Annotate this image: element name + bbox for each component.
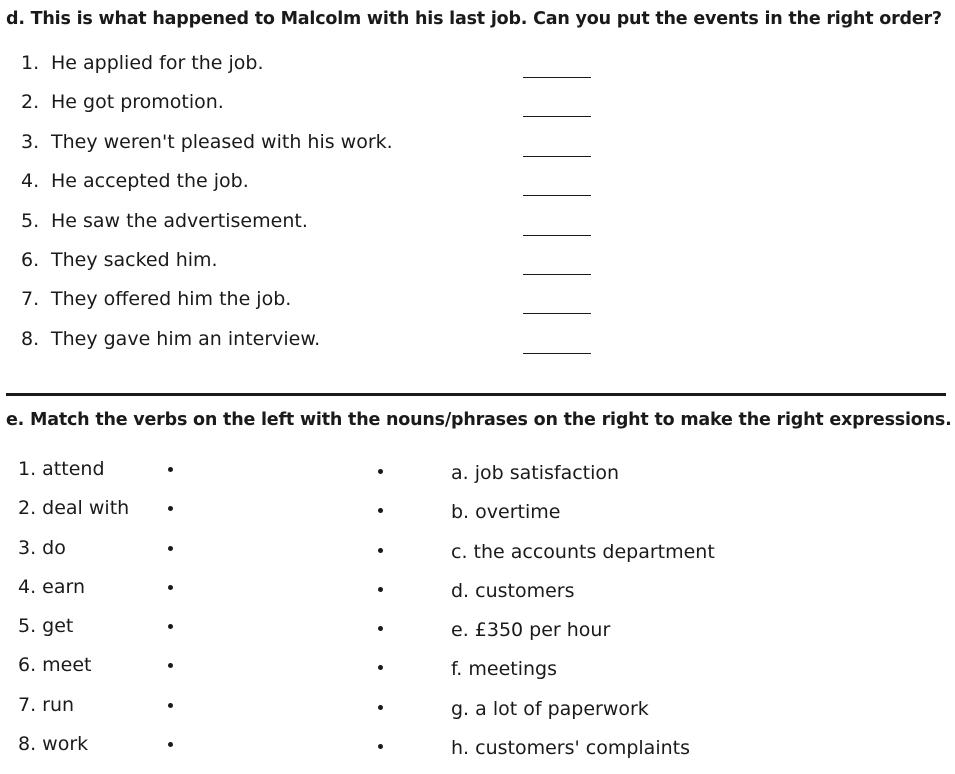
verb-match-dot[interactable] — [168, 546, 173, 551]
event-item — [21, 207, 601, 246]
verb-text: 5. get — [18, 615, 74, 638]
answer-blank[interactable] — [523, 77, 591, 78]
event-item — [21, 325, 601, 364]
event-text: They offered him the job. — [51, 288, 292, 311]
phrase-text: a. job satisfaction — [451, 462, 620, 484]
event-text: He accepted the job. — [51, 170, 249, 193]
phrase-match-dot[interactable] — [378, 744, 383, 749]
phrase-match-dot[interactable] — [378, 548, 383, 553]
phrase-item — [378, 539, 918, 578]
answer-blank[interactable] — [523, 195, 591, 196]
phrase-text: h. customers' complaints — [451, 737, 690, 760]
event-item — [21, 285, 601, 324]
phrase-match-dot[interactable] — [378, 587, 383, 592]
phrase-match-dot[interactable] — [378, 626, 383, 631]
section-divider — [6, 393, 946, 396]
verb-item — [18, 456, 218, 495]
verb-match-dot[interactable] — [168, 467, 173, 472]
answer-blank[interactable] — [523, 274, 591, 275]
event-number: 3. — [21, 130, 40, 153]
verb-item — [18, 535, 218, 574]
verb-item — [18, 692, 218, 731]
phrase-match-dot[interactable] — [378, 705, 383, 710]
verb-text: 1. attend — [18, 458, 105, 480]
section-d-heading: d. This is what happened to Malcolm with his last job. Can you put the events in the right order? — [6, 9, 942, 29]
phrase-text: f. meetings — [451, 658, 558, 681]
verb-text: 2. deal with — [18, 497, 130, 520]
answer-blank[interactable] — [523, 116, 591, 117]
phrase-text: c. the accounts department — [451, 540, 715, 563]
answer-blank[interactable] — [523, 313, 591, 314]
event-number: 4. — [21, 170, 40, 193]
verb-match-dot[interactable] — [168, 585, 173, 590]
section-e-heading: e. Match the verbs on the left with the nouns/phrases on the right to make the right expressions. — [6, 410, 952, 430]
event-text: They sacked him. — [51, 248, 218, 271]
event-text: He applied for the job. — [51, 52, 264, 74]
verb-match-dot[interactable] — [168, 663, 173, 668]
phrase-text: d. customers — [451, 579, 575, 602]
verb-match-dot[interactable] — [168, 624, 173, 629]
phrase-match-dot[interactable] — [378, 508, 383, 513]
verb-item — [18, 652, 218, 691]
phrase-item — [378, 656, 918, 695]
phrase-text: b. overtime — [451, 501, 561, 524]
answer-blank[interactable] — [523, 235, 591, 236]
event-number: 1. — [21, 52, 40, 74]
event-item — [21, 128, 601, 167]
event-item — [21, 88, 601, 127]
verb-text: 8. work — [18, 733, 89, 756]
event-number: 8. — [21, 327, 40, 350]
event-item — [21, 167, 601, 206]
event-order-list — [21, 49, 601, 364]
phrase-item — [378, 696, 918, 735]
phrase-match-dot[interactable] — [378, 665, 383, 670]
event-text: He got promotion. — [51, 91, 224, 114]
answer-blank[interactable] — [523, 353, 591, 354]
event-number: 7. — [21, 288, 40, 311]
verb-match-dot[interactable] — [168, 703, 173, 708]
verb-item — [18, 495, 218, 534]
phrase-text: e. £350 per hour — [451, 619, 611, 642]
phrase-item — [378, 617, 918, 656]
phrase-text: g. a lot of paperwork — [451, 697, 649, 720]
verb-item — [18, 613, 218, 652]
event-number: 2. — [21, 91, 40, 114]
verb-item — [18, 731, 218, 770]
verb-list — [18, 456, 218, 770]
event-item — [21, 246, 601, 285]
verb-match-dot[interactable] — [168, 742, 173, 747]
phrase-item — [378, 460, 918, 499]
verb-text: 4. earn — [18, 575, 86, 598]
verb-item — [18, 574, 218, 613]
event-number: 5. — [21, 209, 40, 232]
event-number: 6. — [21, 248, 40, 271]
phrase-list — [378, 460, 918, 774]
answer-blank[interactable] — [523, 156, 591, 157]
phrase-item — [378, 499, 918, 538]
phrase-item — [378, 735, 918, 774]
event-text: They gave him an interview. — [51, 327, 321, 350]
event-item — [21, 49, 601, 88]
verb-text: 6. meet — [18, 654, 92, 677]
phrase-match-dot[interactable] — [378, 469, 383, 474]
phrase-item — [378, 578, 918, 617]
verb-text: 7. run — [18, 693, 75, 716]
event-text: He saw the advertisement. — [51, 209, 308, 232]
verb-text: 3. do — [18, 536, 66, 559]
event-text: They weren't pleased with his work. — [51, 130, 393, 153]
verb-match-dot[interactable] — [168, 506, 173, 511]
